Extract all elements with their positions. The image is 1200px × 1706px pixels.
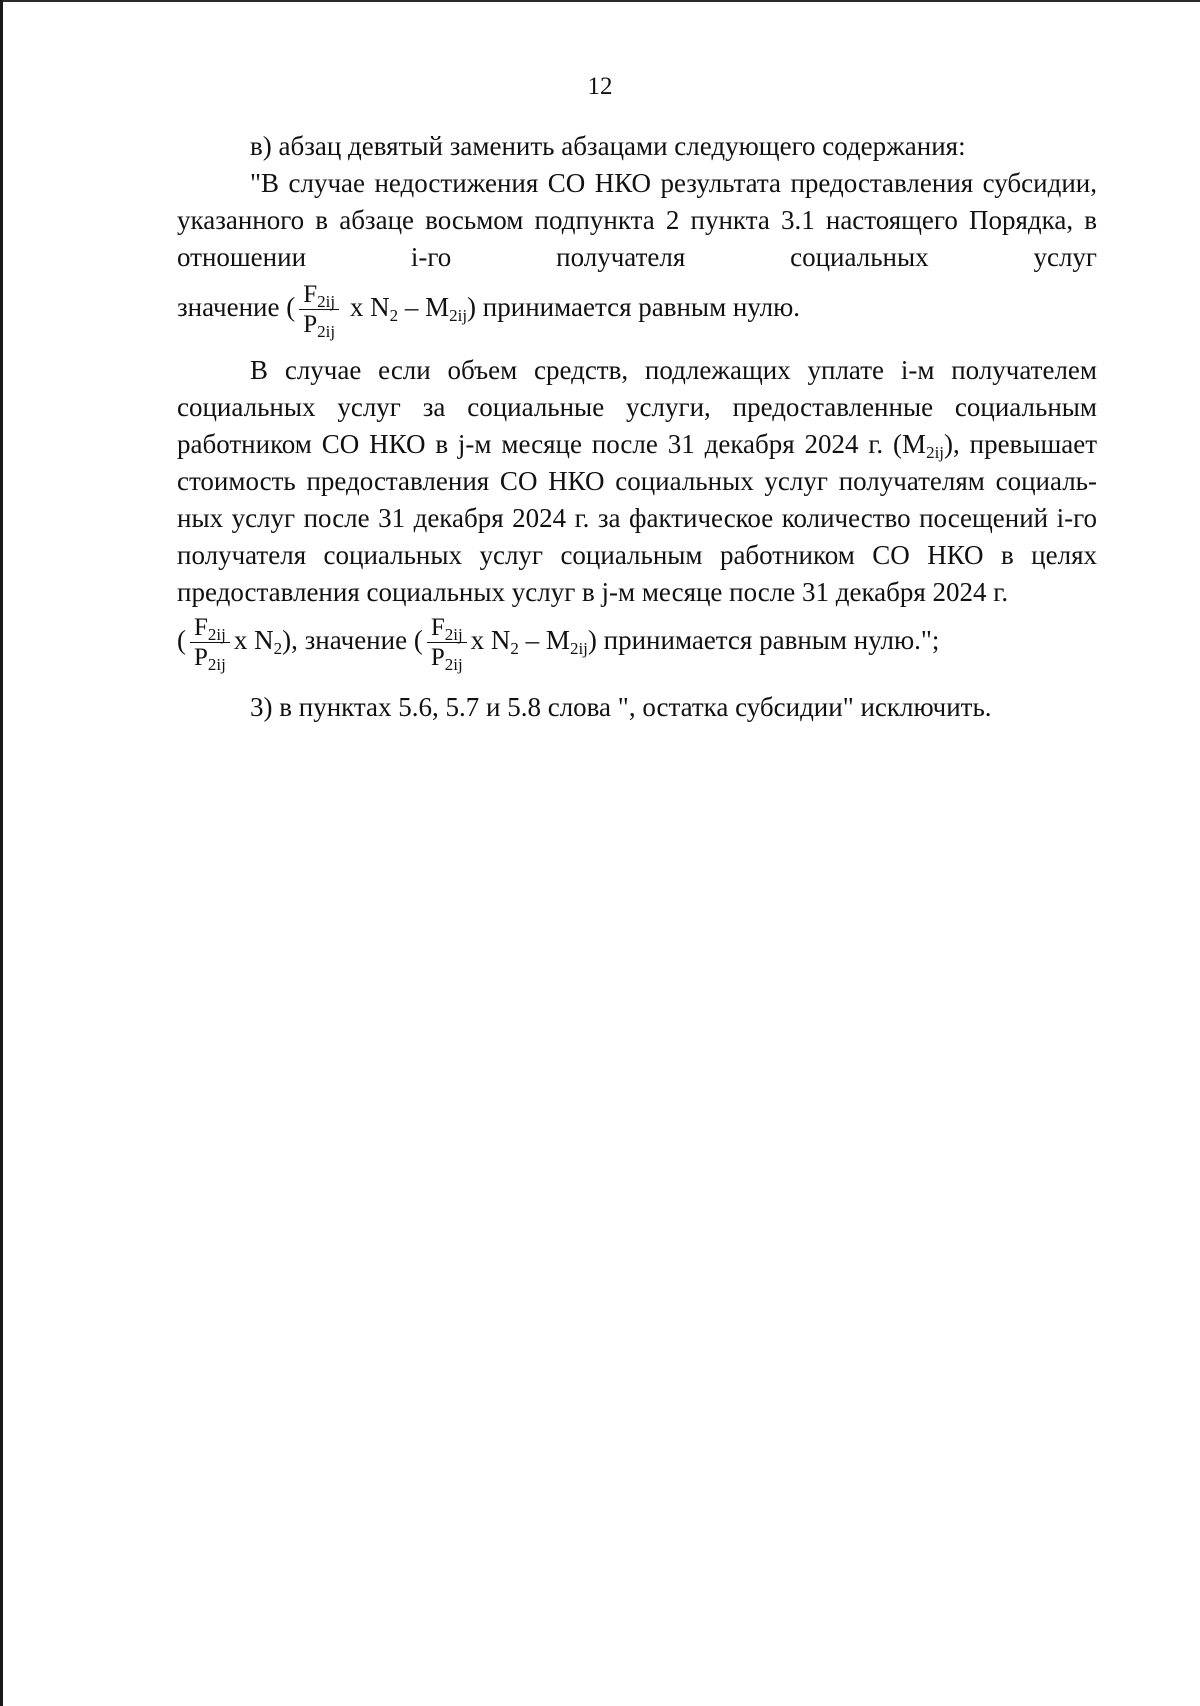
item-3	[177, 689, 1097, 726]
formula-line-2: ( $\frac{F_{2ij}}{P_{2ij}}$ x $N_2$), значение ( $\frac{F_{2ij}}{P_{2ij}}$ x $N_2 - M_{2ij}$) принимается равным нулю.";	[177, 614, 940, 674]
page-number: 12	[587, 73, 613, 100]
minus-term: – $M_{2ij}$	[525, 625, 588, 659]
item-3-text: 3) в пунктах 5.6, 5.7 и 5.8 слова ", остатка субсидии" исключить.	[250, 692, 992, 722]
scan-edge-left	[0, 0, 3, 1706]
value-word-2: ), значение (	[282, 625, 423, 656]
item-v-intro	[177, 128, 1097, 165]
value-word-1: значение (	[177, 292, 296, 323]
quote-paragraph-1-text: "В случае недостижения СО НКО результата предоставления субсидии, указанного в абзаце восьмом подпункта 2 пункта 3.1 настоящего Порядка, в отношении i-го получателя социальных услуг	[177, 168, 1097, 272]
quote-paragraph-1	[177, 165, 1097, 276]
fraction-numerator: $F_{2ij}$	[299, 282, 339, 310]
fraction-denominator: $P_{2ij}$	[430, 644, 463, 674]
fraction-f-over-p-3	[427, 614, 467, 674]
fraction-numerator: $F_{2ij}$	[427, 615, 467, 643]
multiplier-term: x N	[233, 625, 274, 656]
formula-line-1: значение ( $\frac{F_{2ij}}{P_{2ij}}$ x $N_2 - M_{2ij}$) принимается равным нулю.	[177, 281, 801, 341]
scan-edge-top	[0, 0, 1200, 2]
minus-term: – $M_{2ij}$	[404, 292, 468, 326]
fraction-f-over-p-2	[190, 614, 230, 674]
fraction-f-over-p-1	[299, 281, 339, 341]
multiplier-term: x $N_2$	[349, 292, 399, 326]
quote-paragraph-2: В случае если объем средств, подлежащих уплате i-м получателем социальных услуг за социальные услуги, предоставленные социальным работником СО НКО в j-м месяце после 31 декабря 2024 г. $(M_{2ij})$, превышает стоимость предоставления СО НКО социальных услуг получателям социаль-ных услуг после 31 декабря 2024 г. за фактическое количество посещений i-го получателя социальных услуг социальным работником СО НКО в целях предоставления социальных услуг в j-м месяце после 31 декабря 2024 г.	[177, 355, 1098, 607]
quote-paragraph-2-text: В случае если объем средств, подлежащих уплате i-м получателем социальных услуг за социальные услуги, предоставленные социальным работником СО НКО в j-м месяце после 31 декабря 2024 г. (M	[177, 355, 1097, 459]
document-body	[177, 128, 1097, 726]
fraction-denominator: $P_{2ij}$	[194, 644, 226, 674]
fraction-denominator: $P_{2ij}$	[303, 311, 336, 341]
quote-paragraph-2-mid: ), превышает стоимость предоставления СО НКО социальных услуг получателям социаль-ных услуг после 31 декабря 2024 г. за фактическое количество посещений i-го получателя социальных услуг социальным работником СО НКО в целях предоставления социальных услуг в j-м месяце после 31 декабря 2024 г.	[177, 429, 1098, 607]
multiplier-term: x $N_2$	[470, 625, 519, 659]
fraction-numerator: $F_{2ij}$	[190, 615, 230, 643]
formula-tail-1: принимается равным нулю.	[482, 292, 801, 323]
formula-tail-2: принимается равным нулю.";	[603, 625, 940, 656]
item-v-intro-text: в) абзац девятый заменить абзацами следующего содержания:	[250, 131, 966, 161]
